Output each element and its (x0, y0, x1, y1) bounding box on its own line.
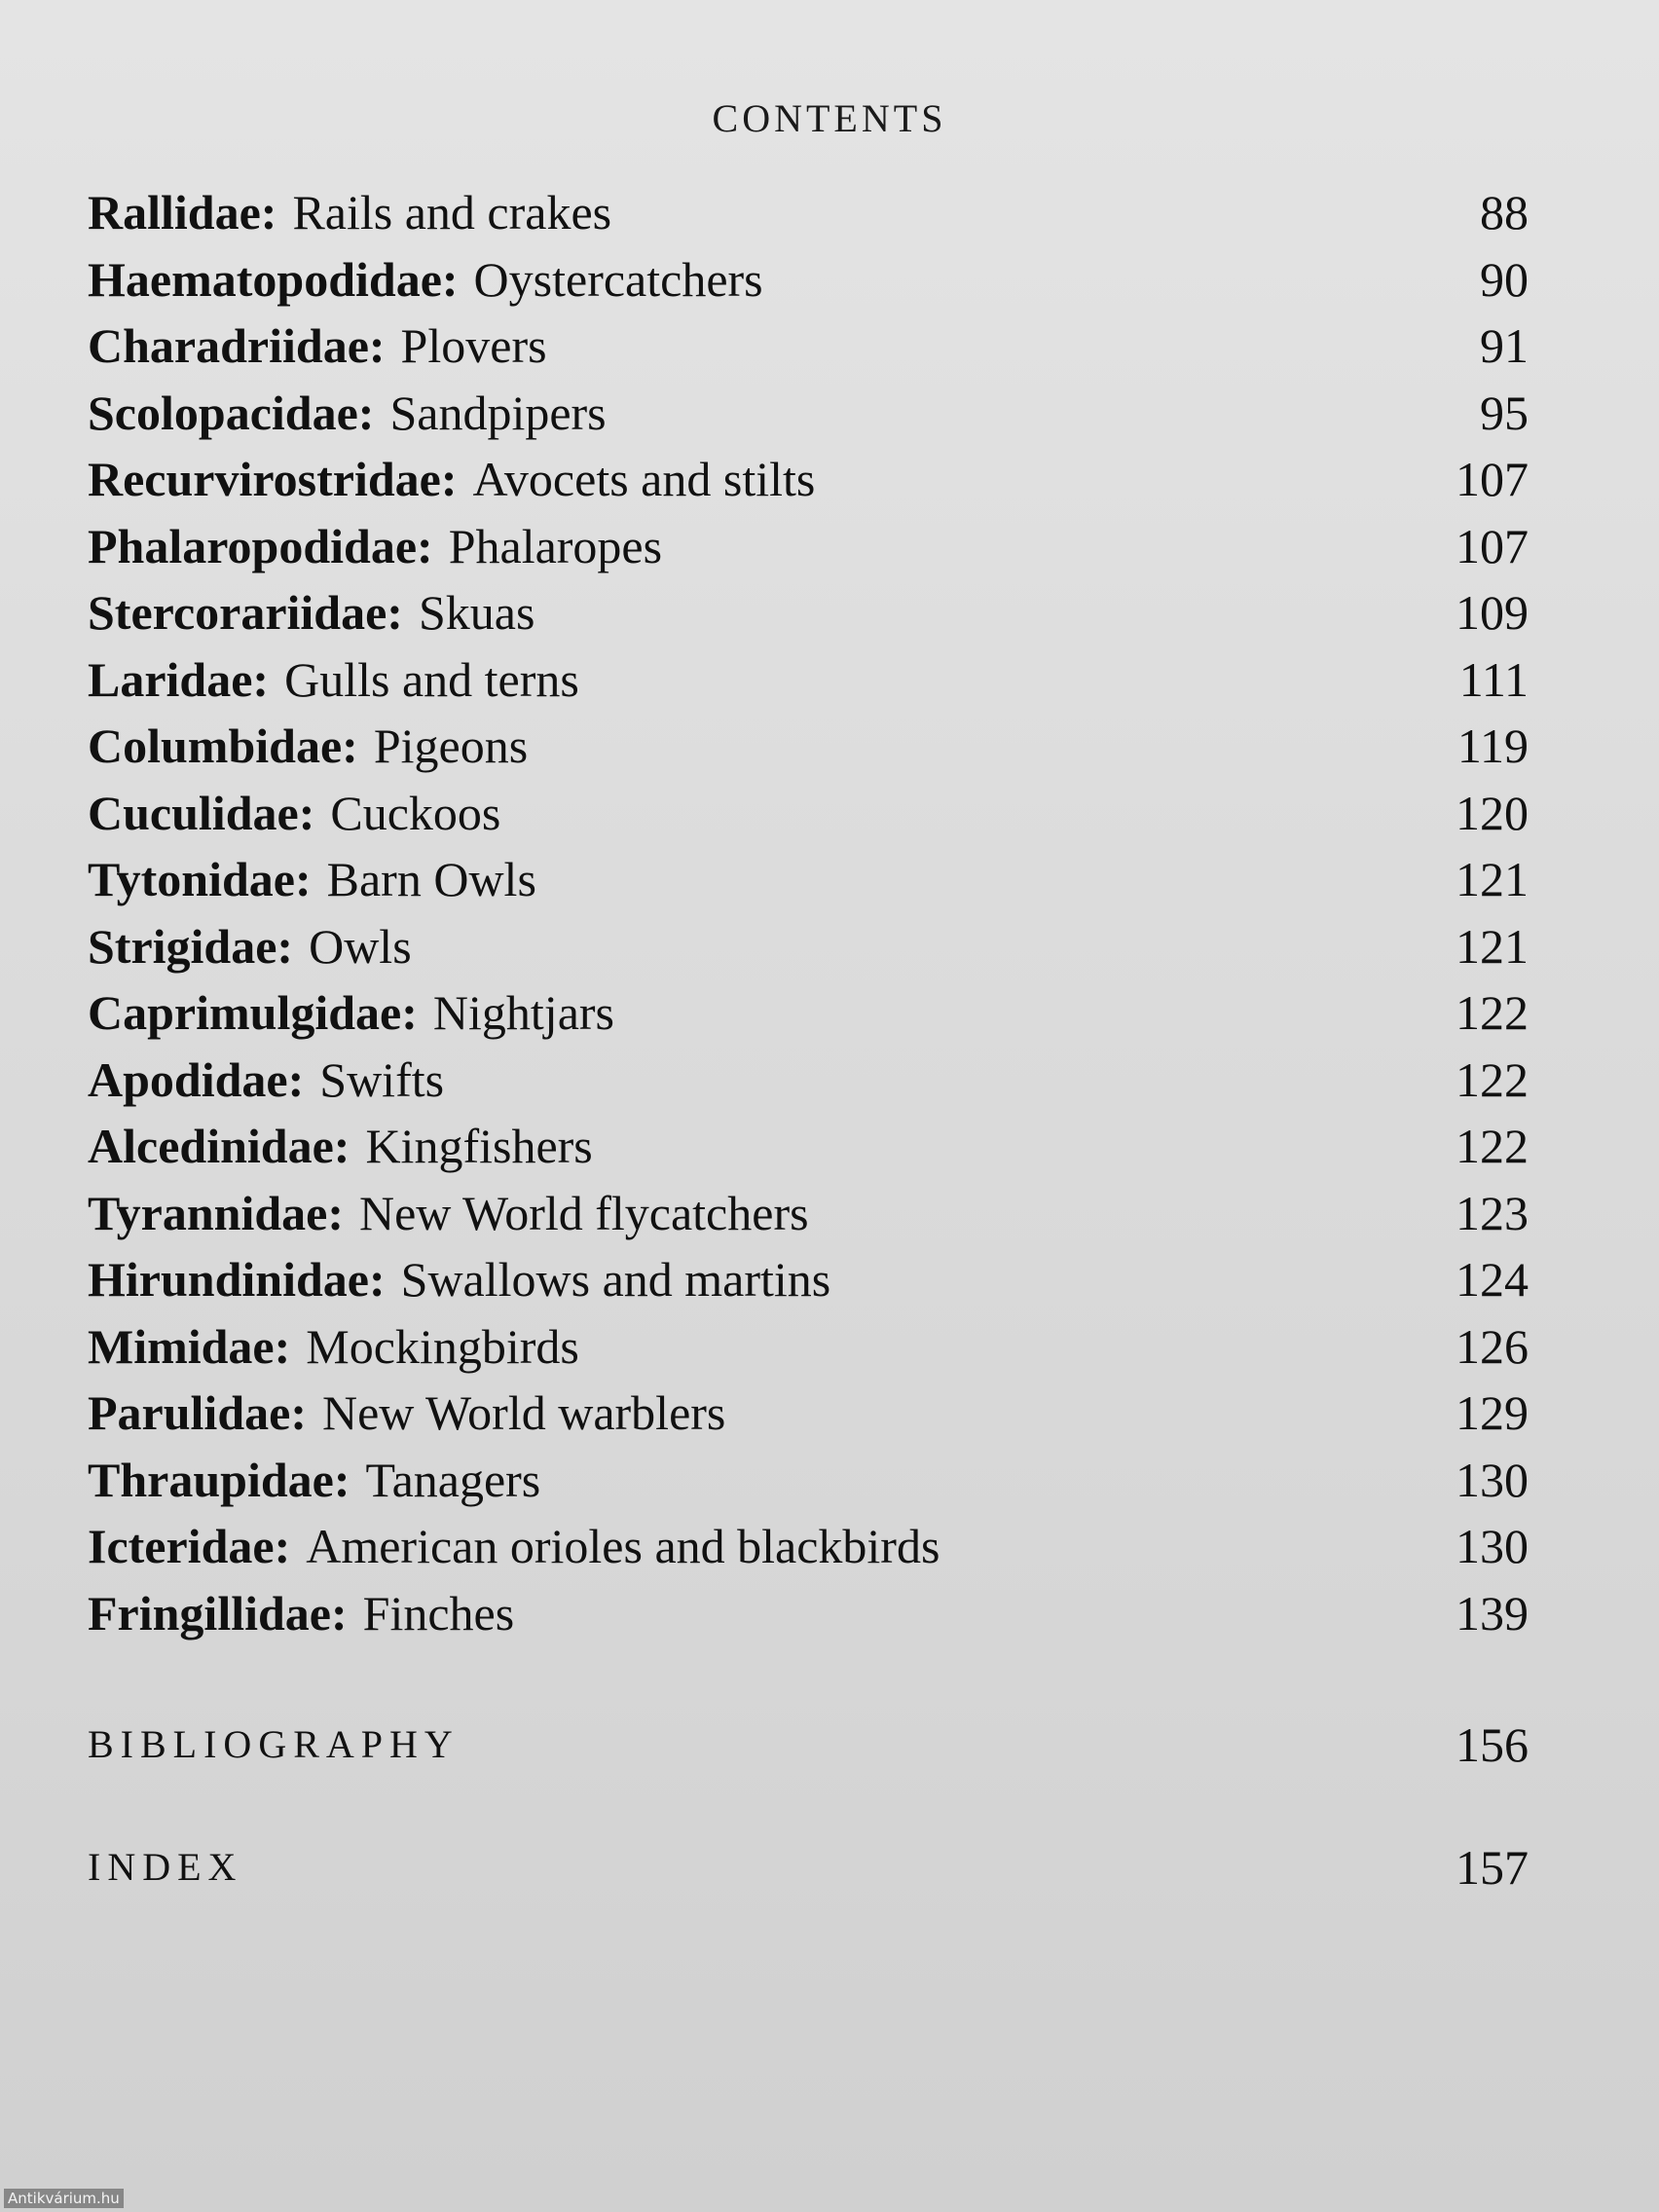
toc-entry (88, 1113, 1529, 1180)
toc-entry (88, 1180, 1529, 1247)
page-number: 90 (1480, 251, 1529, 307)
family-name: Parulidae: (88, 1385, 307, 1440)
watermark: Antikvárium.hu (4, 2189, 124, 2208)
family-name: Hirundinidae: (88, 1252, 386, 1307)
family-name: Phalaropodidae: (88, 518, 433, 573)
common-name: Phalaropes (448, 518, 663, 573)
page-number: 129 (1456, 1385, 1529, 1440)
toc-entry (88, 780, 1529, 847)
common-name: Finches (362, 1585, 515, 1641)
toc-entry (88, 446, 1529, 513)
bibliography-entry (88, 1715, 1529, 1774)
common-name: Plovers (400, 318, 547, 373)
page-number: 122 (1456, 1119, 1529, 1173)
family-name: Fringillidae: (88, 1585, 348, 1641)
family-name: Recurvirostridae: (88, 452, 458, 506)
page-number: 107 (1456, 452, 1529, 506)
family-name: Laridae: (88, 651, 270, 707)
family-name: Apodidae: (88, 1051, 305, 1107)
toc-entry (88, 1313, 1529, 1381)
bibliography-page-number: 156 (1456, 1717, 1529, 1772)
page-number: 139 (1456, 1585, 1529, 1641)
page-number: 119 (1456, 719, 1529, 773)
page-number: 122 (1456, 1051, 1529, 1107)
family-name: Thraupidae: (88, 1452, 350, 1507)
page-number: 95 (1480, 385, 1529, 440)
index-entry (88, 1838, 1529, 1897)
common-name: Gulls and terns (284, 651, 579, 707)
table-of-contents (88, 179, 1529, 1646)
toc-entry (88, 1513, 1529, 1580)
index-page-number: 157 (1456, 1840, 1529, 1895)
family-name: Stercorariidae: (88, 585, 403, 640)
family-name: Scolopacidae: (88, 385, 375, 440)
common-name: Sandpipers (389, 385, 607, 440)
common-name: Swifts (319, 1051, 445, 1107)
common-name: Swallows and martins (400, 1252, 831, 1307)
common-name: Skuas (418, 585, 535, 640)
common-name: Nightjars (432, 985, 614, 1040)
family-name: Icteridae: (88, 1519, 291, 1573)
common-name: Owls (309, 918, 412, 974)
page-number: 126 (1456, 1318, 1529, 1374)
toc-entry (88, 246, 1529, 313)
family-name: Tytonidae: (88, 852, 312, 906)
page-number: 121 (1456, 918, 1529, 974)
common-name: Pigeons (373, 719, 529, 773)
common-name: Kingfishers (365, 1119, 593, 1173)
toc-entry (88, 846, 1529, 913)
toc-entry (88, 646, 1529, 714)
common-name: Tanagers (365, 1452, 541, 1507)
family-name: Cuculidae: (88, 785, 315, 840)
toc-entry (88, 713, 1529, 780)
common-name: Cuckoos (330, 785, 501, 840)
common-name: Rails and crakes (292, 185, 612, 240)
bibliography-label: BIBLIOGRAPHY (88, 1722, 460, 1766)
toc-entry (88, 1047, 1529, 1114)
toc-entry (88, 979, 1529, 1047)
page-number: 124 (1456, 1252, 1529, 1307)
common-name: Mockingbirds (306, 1318, 579, 1374)
toc-entry (88, 1380, 1529, 1447)
page-number: 130 (1456, 1452, 1529, 1507)
page-number: 120 (1456, 785, 1529, 840)
page-number: 121 (1456, 852, 1529, 906)
family-name: Haematopodidae: (88, 251, 459, 307)
common-name: Barn Owls (326, 852, 536, 906)
family-name: Strigidae: (88, 918, 294, 974)
page-number: 91 (1480, 318, 1529, 373)
common-name: New World flycatchers (359, 1185, 809, 1240)
family-name: Tyrannidae: (88, 1185, 344, 1240)
toc-entry (88, 313, 1529, 380)
toc-entry (88, 1447, 1529, 1514)
family-name: Rallidae: (88, 185, 277, 240)
family-name: Charadriidae: (88, 318, 386, 373)
page-number: 107 (1456, 518, 1529, 573)
page-number: 109 (1456, 585, 1529, 640)
toc-entry (88, 1580, 1529, 1647)
page-number: 122 (1456, 985, 1529, 1040)
page-number: 111 (1458, 651, 1529, 707)
family-name: Mimidae: (88, 1318, 291, 1374)
page-title: CONTENTS (712, 96, 947, 140)
common-name: American orioles and blackbirds (306, 1519, 940, 1573)
family-name: Caprimulgidae: (88, 985, 418, 1040)
page-number: 130 (1456, 1519, 1529, 1573)
page-number: 123 (1456, 1185, 1529, 1240)
toc-entry (88, 913, 1529, 980)
common-name: Oystercatchers (473, 251, 763, 307)
toc-entry (88, 513, 1529, 580)
family-name: Columbidae: (88, 719, 358, 773)
toc-entry (88, 1246, 1529, 1313)
toc-entry (88, 179, 1529, 246)
toc-entry (88, 380, 1529, 447)
common-name: Avocets and stilts (472, 452, 816, 506)
family-name: Alcedinidae: (88, 1119, 350, 1173)
page-number: 88 (1480, 185, 1529, 240)
toc-entry (88, 579, 1529, 646)
index-label: INDEX (88, 1845, 243, 1889)
common-name: New World warblers (321, 1385, 726, 1440)
